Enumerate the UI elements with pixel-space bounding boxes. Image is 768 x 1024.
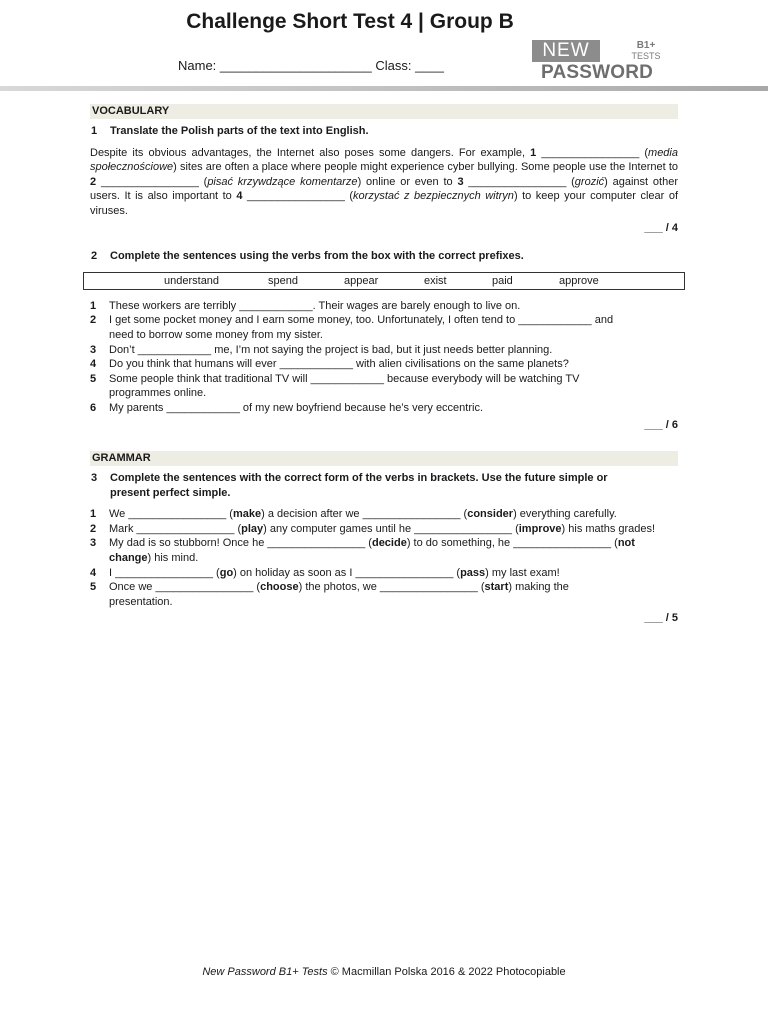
list-item: 4 Do you think that humans will ever ____________ with alien civilisations on the same planets? (90, 358, 569, 371)
task-2-instruction: 2 Complete the sentences using the verbs from the box with the correct prefixes. (91, 250, 524, 263)
section-heading-grammar: GRAMMAR (90, 451, 678, 466)
task-1-score: ___ / 4 (644, 221, 678, 234)
word-box (83, 272, 685, 290)
word-box-item: exist (424, 274, 447, 287)
page-footer: New Password B1+ Tests © Macmillan Polska 2016 & 2022 Photocopiable (202, 966, 566, 978)
word-box-item: spend (268, 274, 298, 287)
list-item: 5 Some people think that traditional TV will ____________ because everybody will be watching TV programmes online. (90, 372, 580, 400)
list-item: 1 These workers are terribly ____________. Their wages are barely enough to live on. (90, 299, 521, 312)
list-item: 4 I ________________ (go) on holiday as soon as I ________________ (pass) my last exam! (90, 566, 560, 579)
list-item: 2 I get some pocket money and I earn some money, too. Unfortunately, I often tend to ____________ and need to borrow some money from my sister. (90, 314, 614, 341)
header-divider (0, 86, 768, 91)
list-item: 2 Mark ________________ (play) any computer games until he ________________ (improve) his maths grades! (90, 522, 656, 535)
logo-password: PASSWORD (541, 62, 654, 83)
task-1-text: Despite its obvious advantages, the Internet also poses some dangers. For example, 1 ________________ (media społecznościowe) sites are often a place where people might experience cyber bullying. Some people use the Internet to 2 ________________ (pisać krzywdzące komentarze) online or even to 3 ________________ (grozić) against other users. It is also important to 4 ________________ (korzystać z bezpiecznych witryn) to keep your computer clear of viruses. (90, 146, 679, 217)
list-item: 6 My parents ____________ of my new boyfriend because he’s very eccentric. (90, 401, 484, 414)
task-2-items (90, 299, 678, 416)
list-item: 3 Don’t ____________ me, I’m not saying the project is bad, but it just needs better planning. (90, 343, 553, 356)
test-content (90, 104, 678, 626)
page-title: Challenge Short Test 4 | Group B (186, 10, 514, 33)
logo-new: NEW (532, 40, 600, 62)
task-3-score: ___ / 5 (644, 612, 678, 625)
task-2-score: ___ / 6 (644, 418, 678, 431)
word-box-item: paid (492, 274, 513, 287)
word-box-item: appear (344, 274, 379, 287)
list-item: 5 Once we ________________ (choose) the photos, we ________________ (start) making the presentation. (90, 581, 569, 608)
word-box-item: understand (164, 274, 220, 287)
logo-level: B1+ TESTS (631, 40, 661, 61)
new-password-logo (532, 40, 667, 84)
list-item: 3 My dad is so stubborn! Once he ________________ (decide) to do something, he ________________ (not change) his mind. (90, 537, 635, 565)
task-3-instruction: 3 Complete the sentences with the correct form of the verbs in brackets. Use the future simple or present perfect simple. (91, 472, 608, 499)
list-item: 1 We ________________ (make) a decision after we ________________ (consider) everything carefully. (90, 508, 617, 521)
word-box-item: approve (559, 274, 599, 287)
task-3-items (90, 507, 678, 609)
section-heading-vocabulary: VOCABULARY (90, 104, 678, 119)
task-1-instruction: 1 Translate the Polish parts of the text into English. (91, 125, 369, 137)
name-class-line: Name: _____________________ Class: ____ (178, 58, 444, 73)
